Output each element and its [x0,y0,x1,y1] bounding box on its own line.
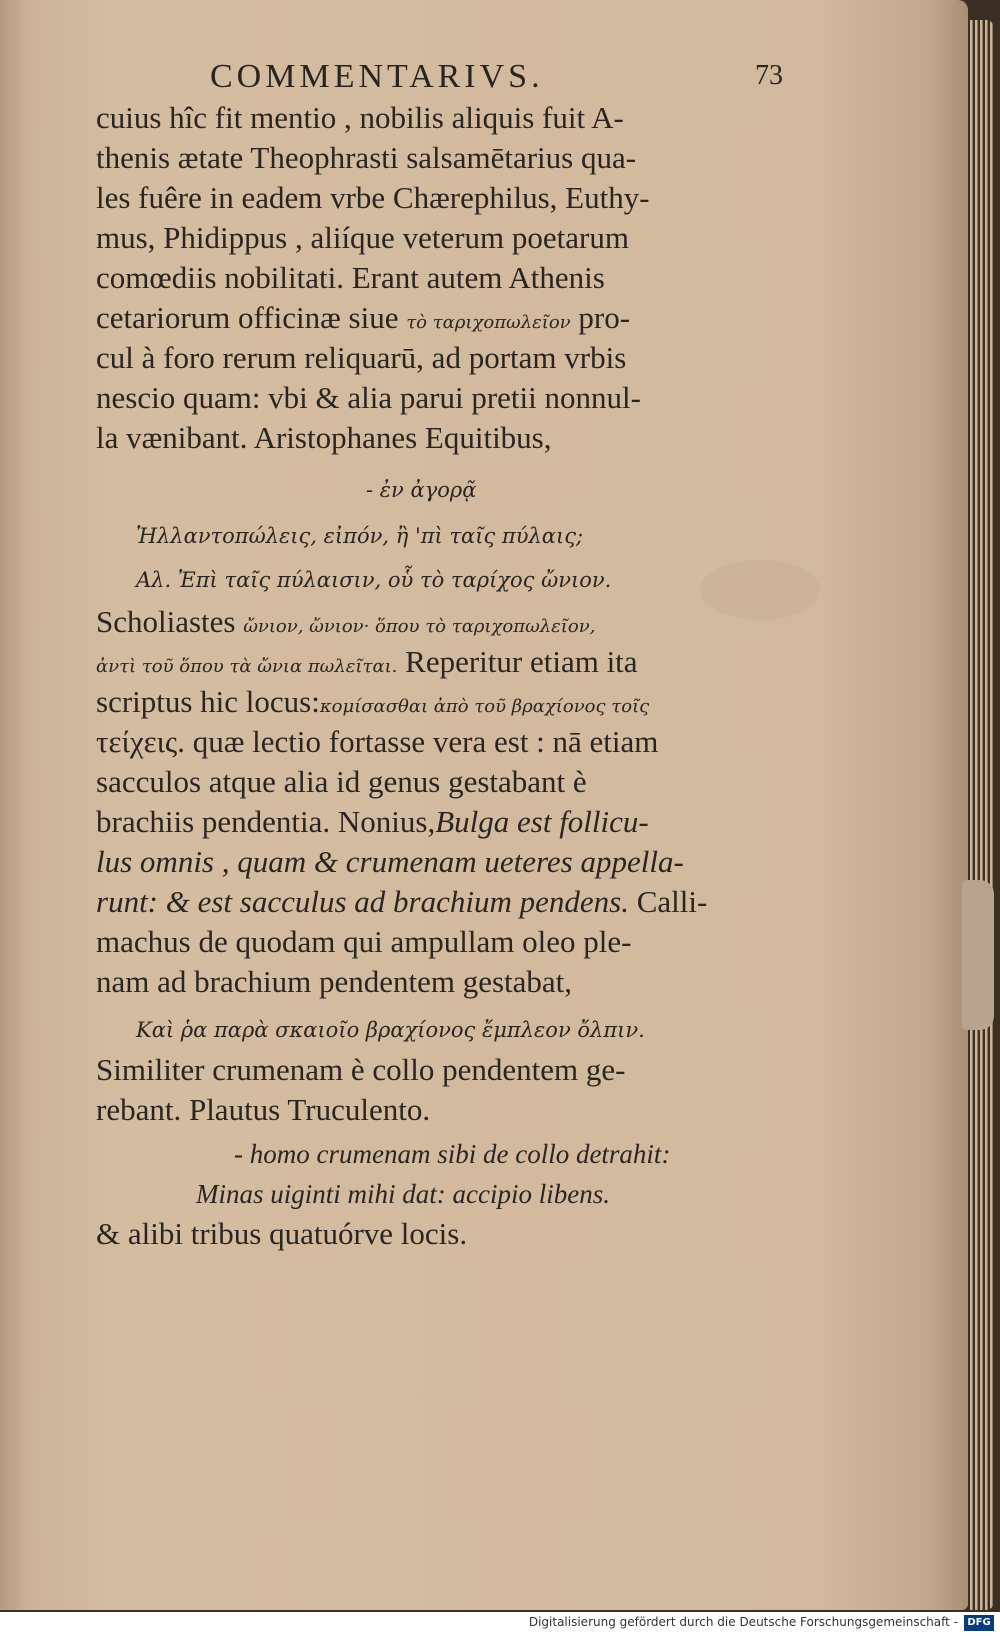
text-line: lus omnis , quam & crumenam ueteres appella- [96,844,684,879]
text-line: machus de quodam qui ampullam oleo ple- [96,924,632,959]
text-segment: scriptus hic locus: [96,684,320,719]
text-line-composite [96,644,638,685]
dfg-logo: DFG [964,1615,994,1631]
italic-segment: runt: & est sacculus ad brachium pendens. [96,884,629,919]
text-segment: Reperitur etiam ita [397,644,638,679]
footer-bar [0,1612,1000,1636]
text-line-composite [96,604,595,645]
text-line: thenis ætate Theophrasti salsamētarius qua- [96,140,637,175]
greek-segment: ὤνιον, ὤνιον· ὅπου τὸ ταριχοπωλεῖον, [243,616,596,637]
verse-line: Minas uiginti mihi dat: accipio libens. [196,1179,610,1209]
text-line: cuius hîc fit mentio , nobilis aliquis fuit A- [96,100,624,135]
text-line: la vænibant. Aristophanes Equitibus, [96,420,552,455]
text-line: τείχεις. quæ lectio fortasse vera est : nā etiam [96,724,659,759]
text-line: mus, Phidippus , aliíque veterum poetarum [96,220,629,255]
verse-line: Καὶ ῥα παρὰ σκαιοῖο βραχίονος ἔμπλεον ὄλπιν. [136,1018,645,1042]
text-line-composite [96,884,707,920]
text-line: nescio quam: vbi & alia parui pretii nonnul- [96,380,641,415]
bookmark-tab [962,880,994,1030]
paper-stain [700,560,820,620]
italic-segment: Bulga est follicu- [435,804,649,839]
page-header [210,58,810,102]
text-segment: Calli- [628,884,708,919]
text-line: cul à foro rerum reliquarū, ad portam vrbis [96,340,627,375]
text-line-composite [96,684,649,725]
page-number: 73 [755,60,783,91]
text-line: nam ad brachium pendentem gestabat, [96,964,573,999]
text-line-composite [96,804,649,840]
text-segment: cetariorum officinæ siue [96,300,399,335]
verse-line: - homo crumenam sibi de collo detrahit: [234,1139,671,1169]
text-line: sacculos atque alia id genus gestabant è [96,764,587,799]
verse-line: Ἠλλαντοπώλεις, εἰπόν, ἢ 'πὶ ταῖς πύλαις; [136,524,584,548]
text-line: comœdiis nobilitati. Erant autem Athenis [96,260,605,295]
running-title: COMMENTARIVS. [210,58,544,95]
text-segment: brachiis pendentia. Nonius, [96,804,436,839]
text-line-composite [96,300,630,341]
digitization-credit: Digitalisierung gefördert durch die Deutsche Forschungsgemeinschaft - [528,1615,958,1629]
text-line: rebant. Plautus Truculento. [96,1092,431,1127]
verse-line: Αλ. Ἐπὶ ταῖς πύλαισιν, οὗ τὸ ταρίχος ὤνιον. [136,568,612,592]
greek-segment: ἀντὶ τοῦ ὅπου τὰ ὤνια πωλεῖται. [96,656,398,677]
text-line: & alibi tribus quatuórve locis. [96,1216,468,1251]
greek-segment: κομίσασθαι ἀπὸ τοῦ βραχίονος τοῖς [319,696,650,717]
greek-segment: τὸ ταριχοπωλεῖον [406,312,571,333]
text-line: les fuêre in eadem vrbe Chærephilus, Euthy- [96,180,650,215]
verse-line: - ἐν ἀγορᾷ [366,478,477,502]
page-edges [968,20,994,1610]
text-line: Similiter crumenam è collo pendentem ge- [96,1052,626,1087]
text-segment: Scholiastes [96,604,236,639]
text-segment: pro- [570,300,631,335]
